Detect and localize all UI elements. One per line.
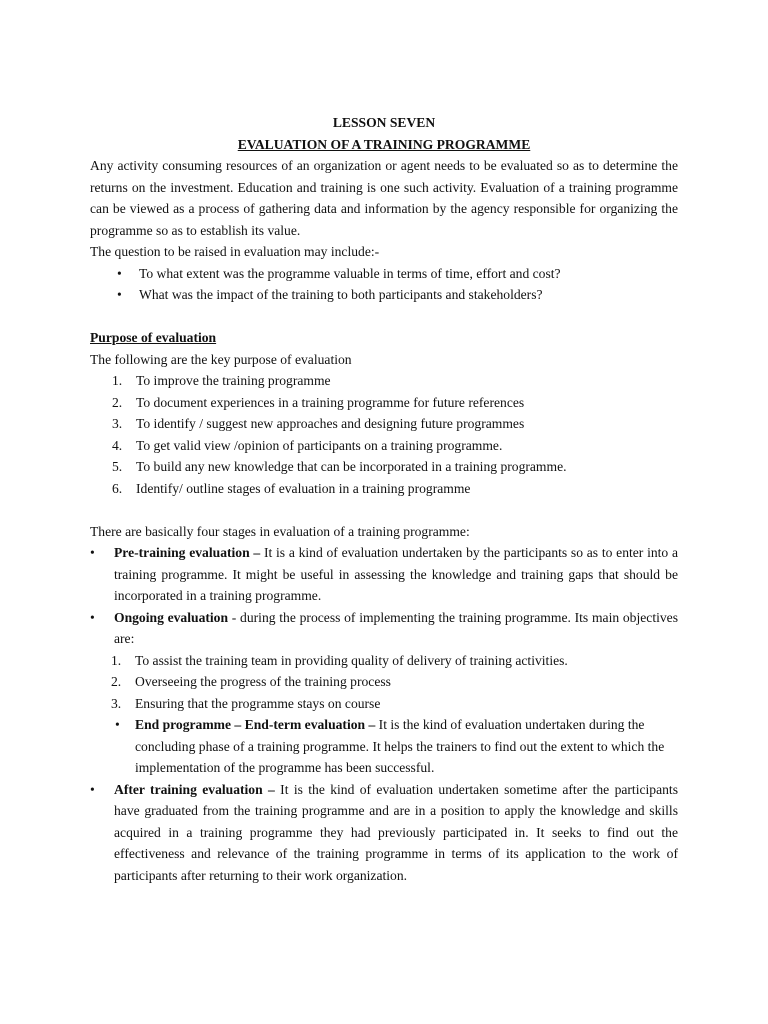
purpose-list	[90, 370, 678, 499]
purpose-item	[90, 392, 678, 414]
item-text: To identify / suggest new approaches and designing future programmes	[136, 416, 525, 431]
item-number: 4.	[112, 437, 123, 453]
item-number: 2.	[112, 394, 123, 410]
purpose-heading: Purpose of evaluation	[90, 330, 217, 345]
item-text: To build any new knowledge that can be incorporated in a training programme.	[136, 459, 567, 474]
after-training-list	[90, 779, 678, 887]
stage-text: It is the kind of evaluation undertaken sometime after the participants have graduated from the training programme and are in a position to apply the knowledge and skills acquired in a training programme they had previously participated in. It seeks to find out the effectiveness and relevance of the training programme in terms of its application to the work of participants after returning to their work organization.	[114, 781, 678, 883]
stage-term: Ongoing evaluation	[114, 609, 229, 625]
purpose-item	[90, 435, 678, 457]
item-text: Overseeing the progress of the training process	[135, 674, 391, 689]
question-item: • What was the impact of the training to both participants and stakeholders?	[90, 284, 678, 306]
item-number: 3.	[112, 416, 123, 431]
purpose-item	[90, 456, 678, 478]
item-text: To document experiences in a training programme for future references	[136, 394, 525, 410]
item-number: 2.	[111, 674, 122, 689]
stage-term: After training evaluation –	[114, 781, 275, 797]
stage-end-programme	[90, 714, 678, 779]
item-text: Ensuring that the programme stays on course	[135, 695, 381, 711]
intro-paragraph: Any activity consuming resources of an organization or agent needs to be evaluated so as to determine the returns on the investment. Education and training is one such activity. Evaluation of a training programme can be viewed as a process of gathering data and information by the agency responsible for organizing the programme so as to establish its value.	[90, 158, 678, 238]
stage-term: Pre-training evaluation –	[114, 545, 261, 560]
stage-ongoing	[90, 607, 678, 650]
spacer	[90, 499, 678, 521]
purpose-item	[90, 370, 678, 392]
item-number: 5.	[112, 459, 123, 474]
item-number: 6.	[112, 480, 123, 496]
lesson-subtitle: EVALUATION OF A TRAINING PROGRAMME	[237, 136, 531, 152]
lesson-title: LESSON SEVEN	[332, 115, 436, 130]
purpose-item	[90, 413, 678, 435]
item-text: Identify/ outline stages of evaluation in a training programme	[136, 480, 471, 496]
purpose-item	[90, 478, 678, 500]
stage-text: - during the process of implementing the training programme. Its main objectives are:	[114, 609, 678, 646]
stages-lead: There are basically four stages in evaluation of a training programme:	[90, 523, 470, 539]
objective-item	[90, 650, 678, 672]
stage-after-training	[90, 779, 678, 887]
objective-item	[90, 693, 678, 715]
question-item: • To what extent was the programme valuable in terms of time, effort and cost?	[90, 263, 678, 285]
purpose-lead: The following are the key purpose of evaluation	[90, 351, 352, 367]
stage-pre-training	[90, 542, 678, 607]
item-text: To improve the training programme	[136, 373, 331, 388]
stage-term: End programme – End-term evaluation –	[135, 717, 376, 732]
stages-list	[90, 542, 678, 650]
ongoing-objectives-list	[90, 650, 678, 715]
question-lead: The question to be raised in evaluation may include:-	[90, 244, 380, 259]
item-text: To get valid view /opinion of participants on a training programme.	[136, 437, 503, 453]
item-number: 3.	[111, 695, 122, 711]
item-number: 1.	[112, 373, 123, 388]
stage-text: It is a kind of evaluation undertaken by the participants so as to enter into a training programme. It might be useful in assessing the knowledge and training gaps that should be incorporated in a training programme.	[114, 545, 678, 603]
item-number: 1.	[111, 652, 122, 668]
question-list	[90, 263, 678, 306]
objective-item	[90, 671, 678, 693]
stage-text: It is the kind of evaluation undertaken during the concluding phase of a training programme. It helps the trainers to find out the extent to which the implementation of the programme has been successful.	[135, 717, 665, 775]
document-body	[90, 112, 678, 886]
item-text: To assist the training team in providing quality of delivery of training activities.	[135, 652, 568, 668]
end-programme-list	[90, 714, 678, 779]
